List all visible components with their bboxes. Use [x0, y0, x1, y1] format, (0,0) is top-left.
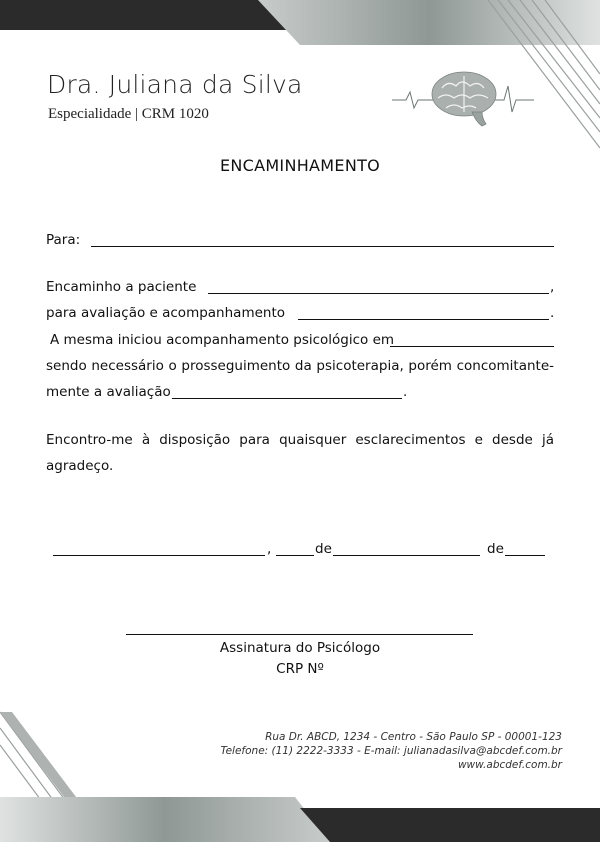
crp-label: CRP Nº [276, 661, 324, 677]
doctor-name: Dra. Juliana da Silva [47, 70, 303, 99]
comma-text: , [550, 279, 555, 295]
disposicao-text-line1: Encontro-me à disposição para quaisquer esclarecimentos e desde já [46, 432, 554, 448]
bottom-dark-band [300, 808, 600, 842]
period-text: . [550, 305, 555, 321]
iniciou-label: A mesma iniciou acompanhamento psicológico em [50, 332, 395, 348]
footer-address: Rua Dr. ABCD, 1234 - Centro - São Paulo SP - 00001-123 [265, 731, 562, 743]
day-field[interactable] [276, 555, 314, 556]
avaliacao-field[interactable] [298, 319, 549, 320]
necessario-text: sendo necessário o prosseguimento da psicoterapia, porém concomitante- [46, 358, 554, 374]
mente-label: mente a avaliação [46, 384, 171, 400]
patient-name-field[interactable] [208, 293, 549, 294]
month-field[interactable] [333, 555, 480, 556]
brain-heartbeat-icon [392, 68, 534, 130]
year-field[interactable] [505, 555, 545, 556]
footer-contact: Telefone: (11) 2222-3333 - E-mail: julianadasilva@abcdef.com.br [220, 745, 562, 757]
para-label: Para: [46, 232, 81, 248]
para-field[interactable] [91, 246, 554, 247]
disposicao-text-line2: agradeço. [46, 458, 114, 474]
city-field[interactable] [53, 555, 265, 556]
date-comma: , [267, 541, 272, 557]
mente-avaliacao-field[interactable] [172, 398, 402, 399]
top-dark-band [0, 0, 290, 30]
encaminho-label: Encaminho a paciente [46, 279, 197, 295]
signature-label: Assinatura do Psicólogo [219, 640, 381, 656]
avaliacao-label: para avaliação e acompanhamento [46, 305, 286, 321]
signature-field[interactable] [126, 634, 473, 635]
period2-text: . [403, 384, 408, 400]
bottom-gray-band [0, 797, 330, 842]
specialty: Especialidade | CRM 1020 [48, 106, 209, 122]
date-de-1: de [315, 541, 332, 557]
date-de-2: de [487, 541, 504, 557]
document-title: ENCAMINHAMENTO [219, 156, 381, 175]
footer-website: www.abcdef.com.br [457, 759, 562, 771]
inicio-date-field[interactable] [390, 346, 554, 347]
